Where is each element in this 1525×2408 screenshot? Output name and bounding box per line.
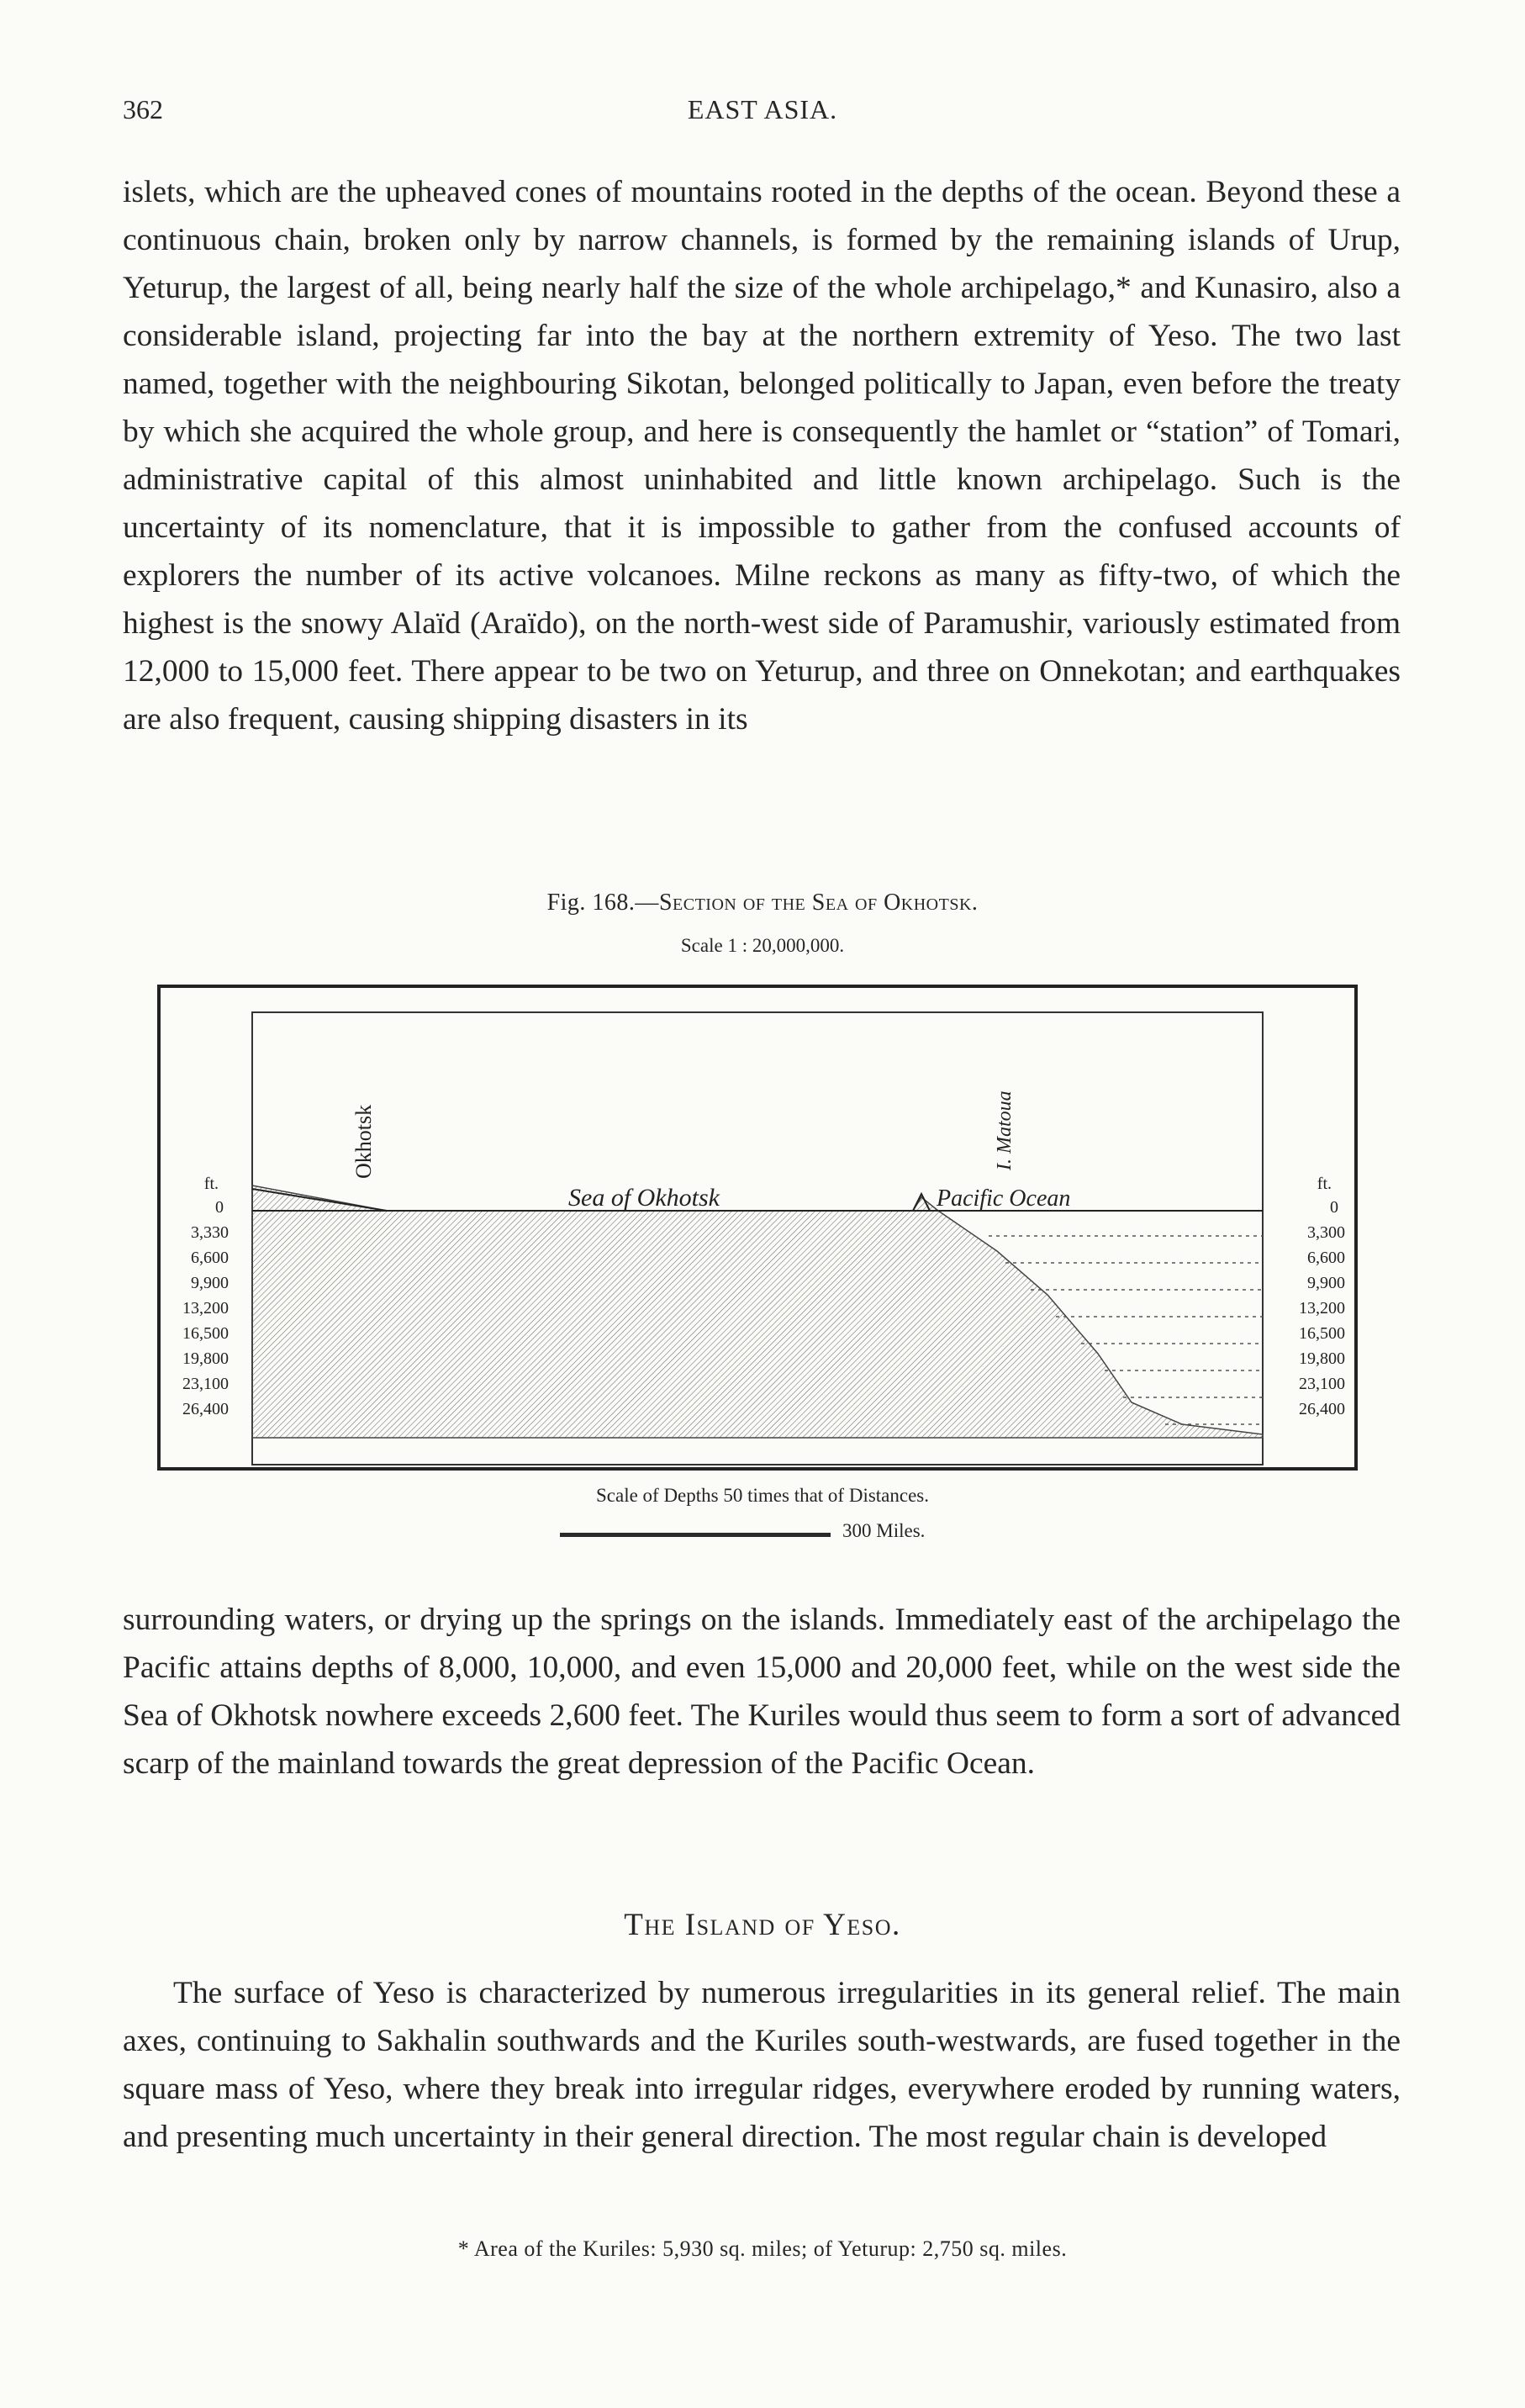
paragraph-3-text: The surface of Yeso is characterized by numerous irregularities in its general relief. The main axes, continuing to Sakhalin southwards and the Kuriles south-westwards, are fused together in the square mass of Yeso, where they break into irregular ridges, everywhere eroded by running waters, and presenting much uncertainty in their general direction. The most regular chain is developed bbox=[123, 1976, 1401, 2154]
right-axis-tick: 9,900 bbox=[1307, 1274, 1345, 1292]
right-axis-tick: 26,400 bbox=[1299, 1400, 1345, 1418]
right-axis-tick: 6,600 bbox=[1307, 1249, 1345, 1267]
right-axis-unit: ft. bbox=[1317, 1175, 1332, 1193]
pacific-ocean-label: Pacific Ocean bbox=[937, 1186, 1071, 1212]
footnote: * Area of the Kuriles: 5,930 sq. miles; of Yeturup: 2,750 sq. miles. bbox=[457, 2236, 1068, 2261]
okhotsk-section-figure bbox=[156, 984, 1360, 1473]
left-axis-tick: 9,900 bbox=[191, 1274, 229, 1292]
distance-scale-bar bbox=[560, 1533, 831, 1537]
sea-of-okhotsk-label: Sea of Okhotsk bbox=[568, 1184, 720, 1212]
okhotsk-label: Okhotsk bbox=[351, 1104, 376, 1179]
paragraph-1 bbox=[123, 168, 1401, 743]
figure-number: Fig. 168.— bbox=[546, 890, 659, 916]
left-axis-tick: 16,500 bbox=[182, 1324, 229, 1343]
page-number: 362 bbox=[123, 94, 163, 124]
left-depth-axis bbox=[182, 1175, 229, 1418]
left-axis-tick: 3,330 bbox=[191, 1223, 229, 1242]
section-heading: The Island of Yeso. bbox=[624, 1908, 901, 1942]
left-axis-unit: ft. bbox=[203, 1175, 219, 1193]
depth-scale-note: Scale of Depths 50 times that of Distances. bbox=[595, 1485, 930, 1506]
left-axis-tick: 23,100 bbox=[182, 1375, 229, 1393]
right-axis-tick: 0 bbox=[1330, 1198, 1338, 1217]
distance-scale-label: 300 Miles. bbox=[842, 1520, 926, 1541]
left-axis-tick: 6,600 bbox=[191, 1249, 229, 1267]
figure-title: Section of the Sea of Okhotsk. bbox=[658, 890, 979, 916]
left-axis-tick: 26,400 bbox=[182, 1400, 229, 1418]
paragraph-3 bbox=[123, 1969, 1401, 2161]
matoua-label: I. Matoua bbox=[994, 1090, 1016, 1170]
running-title: EAST ASIA. bbox=[687, 94, 838, 124]
seabed-profile bbox=[252, 1186, 1263, 1438]
paragraph-2 bbox=[123, 1596, 1401, 1788]
right-axis-tick: 19,800 bbox=[1299, 1349, 1345, 1368]
right-axis-tick: 13,200 bbox=[1299, 1299, 1345, 1318]
left-axis-tick: 13,200 bbox=[182, 1299, 229, 1318]
right-depth-axis bbox=[1299, 1175, 1345, 1418]
right-axis-tick: 16,500 bbox=[1299, 1324, 1345, 1343]
right-axis-tick: 23,100 bbox=[1299, 1375, 1345, 1393]
paragraph-1-text: islets, which are the upheaved cones of mountains rooted in the depths of the ocean. Beyond these a continuous chain, broken only by narrow channels, is formed by the remaining islands of Urup, Yeturup, the largest of all, being nearly half the size of the whole archipelago,* and Kunasiro, also a considerable island, projecting far into the bay at the northern extremity of Yeso. The two last named, together with the neighbouring Sikotan, belonged politically to Japan, even before the treaty by which she acquired the whole group, and here is consequently the hamlet or “station” of Tomari, administrative capital of this almost uninhabited and little known archipelago. Such is the uncertainty of its nomenclature, that it is impossible to gather from the confused accounts of explorers the number of its active volcanoes. Milne reckons as many as fifty-two, of which the highest is the snowy Alaïd (Araïdo), on the north-west side of Paramushir, variously estimated from 12,000 to 15,000 feet. There appear to be two on Yeturup, and three on Onnekotan; and earthquakes are also frequent, causing shipping disasters in its bbox=[123, 175, 1401, 737]
paragraph-2-text: surrounding waters, or drying up the springs on the islands. Immediately east of the archipelago the Pacific attains depths of 8,000, 10,000, and even 15,000 and 20,000 feet, while on the west side the Sea of Okhotsk nowhere exceeds 2,600 feet. The Kuriles would thus seem to form a sort of advanced scarp of the mainland towards the great depression of the Pacific Ocean. bbox=[123, 1603, 1401, 1781]
left-axis-tick: 0 bbox=[215, 1198, 224, 1217]
right-axis-tick: 3,300 bbox=[1307, 1223, 1345, 1242]
figure-scale: Scale 1 : 20,000,000. bbox=[680, 935, 845, 956]
figure-caption bbox=[0, 890, 1525, 916]
left-axis-tick: 19,800 bbox=[182, 1349, 229, 1368]
